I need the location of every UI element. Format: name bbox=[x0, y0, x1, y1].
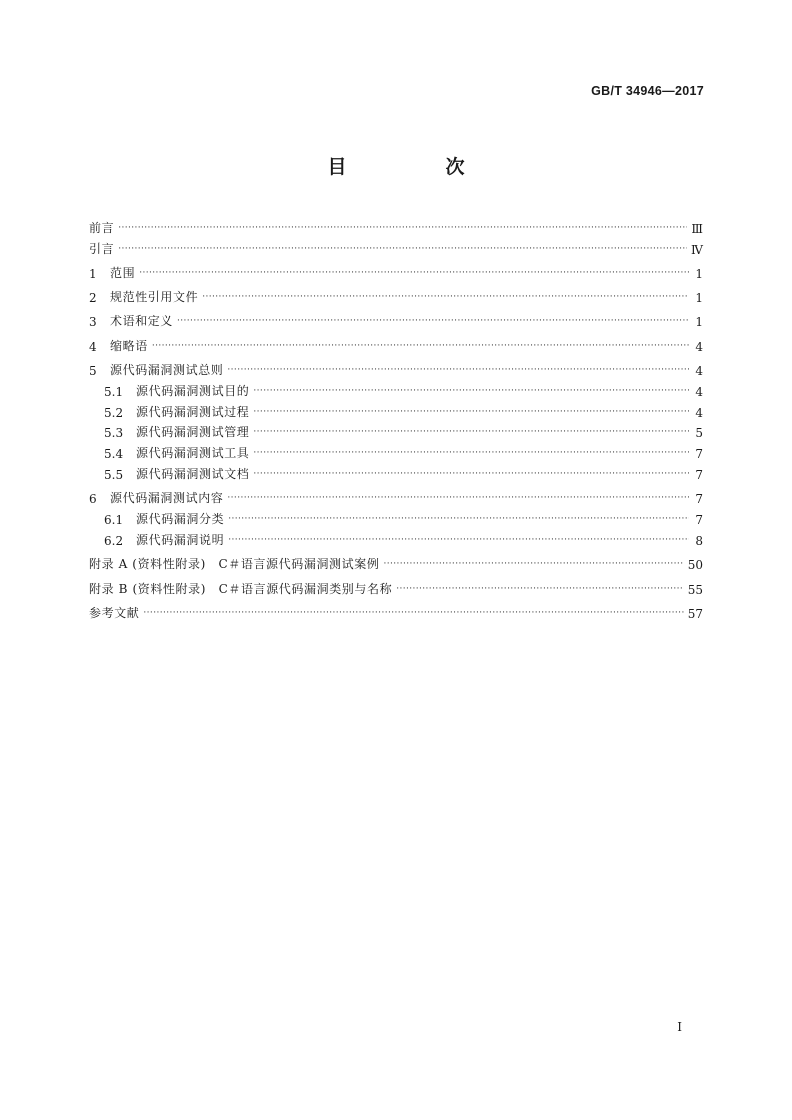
dot-leader bbox=[253, 466, 689, 482]
toc-entry-6-2[interactable] bbox=[89, 527, 703, 548]
toc-entry-label: 源代码漏洞测试过程 bbox=[136, 404, 250, 419]
toc-entry-label: 附录 B (资料性附录) C＃语言源代码漏洞类别与名称 bbox=[89, 581, 393, 596]
toc-entry-5-5[interactable] bbox=[89, 461, 703, 482]
toc-entry-page: 4 bbox=[695, 405, 703, 420]
toc-entry-number: 5.2 bbox=[104, 405, 124, 420]
toc-entry-6-1[interactable] bbox=[89, 506, 703, 527]
dot-leader bbox=[253, 383, 689, 399]
toc-entry-1[interactable] bbox=[89, 260, 703, 281]
dot-leader bbox=[139, 265, 689, 281]
toc-entry-page: 1 bbox=[695, 291, 703, 306]
toc-entry-page: 7 bbox=[695, 468, 703, 483]
toc-entry-label: 源代码漏洞测试目的 bbox=[136, 383, 250, 398]
dot-leader bbox=[383, 556, 683, 572]
dot-leader bbox=[228, 511, 689, 527]
toc-entry-page: 1 bbox=[695, 315, 703, 330]
dot-leader bbox=[118, 220, 687, 236]
toc-entry-page: Ⅳ bbox=[691, 242, 703, 257]
page-title: 目 次 bbox=[327, 156, 505, 178]
toc-entry-page: 4 bbox=[695, 364, 703, 379]
toc-entry-references[interactable] bbox=[89, 600, 703, 621]
toc-entry-number: 4 bbox=[89, 339, 97, 354]
toc-entry-foreword[interactable] bbox=[89, 215, 703, 236]
toc-entry-number: 6 bbox=[89, 492, 97, 507]
toc-entry-5[interactable] bbox=[89, 357, 703, 378]
toc-entry-page: 7 bbox=[695, 513, 703, 528]
toc-entry-number: 5.4 bbox=[104, 447, 124, 462]
dot-leader bbox=[228, 532, 689, 548]
toc-entry-2[interactable] bbox=[89, 284, 703, 305]
toc-entry-number: 3 bbox=[89, 315, 97, 330]
toc-entry-page: 1 bbox=[695, 266, 703, 281]
toc-entry-label: 源代码漏洞分类 bbox=[136, 512, 225, 527]
toc-entry-label: 源代码漏洞测试文档 bbox=[136, 467, 250, 482]
dot-leader bbox=[227, 490, 689, 506]
toc-entry-label: 源代码漏洞测试内容 bbox=[110, 491, 224, 506]
toc-entry-label: 源代码漏洞说明 bbox=[136, 532, 225, 547]
toc-entry-label: 引言 bbox=[89, 241, 115, 256]
toc-entry-page: 8 bbox=[695, 533, 703, 548]
toc-entry-page: Ⅲ bbox=[691, 221, 703, 236]
toc-entry-label: 源代码漏洞测试工具 bbox=[136, 446, 250, 461]
toc-entry-introduction[interactable] bbox=[89, 236, 703, 257]
toc-entry-page: 50 bbox=[687, 558, 703, 573]
toc-entry-number: 5.5 bbox=[104, 468, 124, 483]
toc-entry-page: 7 bbox=[695, 492, 703, 507]
toc-entry-5-1[interactable] bbox=[89, 378, 703, 399]
toc-entry-appendix-a[interactable] bbox=[89, 551, 703, 572]
toc-entry-number: 6.2 bbox=[104, 533, 124, 548]
dot-leader bbox=[118, 241, 687, 257]
toc-entry-label: 源代码漏洞测试总则 bbox=[110, 363, 224, 378]
toc-entry-page: 7 bbox=[695, 447, 703, 462]
toc-entry-label: 规范性引用文件 bbox=[110, 290, 199, 305]
toc-entry-label: 术语和定义 bbox=[110, 314, 174, 329]
dot-leader bbox=[253, 445, 689, 461]
toc-entry-page: 55 bbox=[687, 582, 703, 597]
dot-leader bbox=[253, 404, 689, 420]
document-code: GB/T 34946—2017 bbox=[591, 84, 704, 98]
toc-entry-appendix-b[interactable] bbox=[89, 576, 703, 597]
dot-leader bbox=[152, 338, 689, 354]
dot-leader bbox=[396, 581, 684, 597]
toc-entry-number: 5.3 bbox=[104, 426, 124, 441]
dot-leader bbox=[253, 424, 689, 440]
toc-entry-page: 4 bbox=[695, 339, 703, 354]
toc-entry-5-4[interactable] bbox=[89, 440, 703, 461]
toc-entry-number: 5 bbox=[89, 364, 97, 379]
toc-entry-5-2[interactable] bbox=[89, 399, 703, 420]
toc-entry-label: 前言 bbox=[89, 220, 115, 235]
toc-entry-3[interactable] bbox=[89, 309, 703, 330]
table-of-contents bbox=[89, 215, 703, 621]
toc-entry-page: 4 bbox=[695, 384, 703, 399]
toc-entry-number: 5.1 bbox=[104, 384, 124, 399]
toc-entry-number: 1 bbox=[89, 266, 97, 281]
page-number: Ⅰ bbox=[677, 1020, 682, 1034]
toc-entry-page: 5 bbox=[695, 426, 703, 441]
toc-entry-number: 2 bbox=[89, 291, 97, 306]
toc-entry-5-3[interactable] bbox=[89, 420, 703, 441]
dot-leader bbox=[202, 289, 689, 305]
toc-entry-label: 缩略语 bbox=[110, 338, 148, 353]
toc-entry-label: 范围 bbox=[110, 265, 136, 280]
toc-entry-6[interactable] bbox=[89, 486, 703, 507]
dot-leader bbox=[143, 605, 683, 621]
toc-entry-number: 6.1 bbox=[104, 513, 124, 528]
dot-leader bbox=[227, 362, 689, 378]
toc-entry-4[interactable] bbox=[89, 333, 703, 354]
toc-entry-label: 源代码漏洞测试管理 bbox=[136, 425, 250, 440]
toc-entry-label: 附录 A (资料性附录) C＃语言源代码漏洞测试案例 bbox=[89, 557, 380, 572]
toc-entry-page: 57 bbox=[687, 606, 703, 621]
dot-leader bbox=[177, 313, 689, 329]
toc-entry-label: 参考文献 bbox=[89, 605, 140, 620]
